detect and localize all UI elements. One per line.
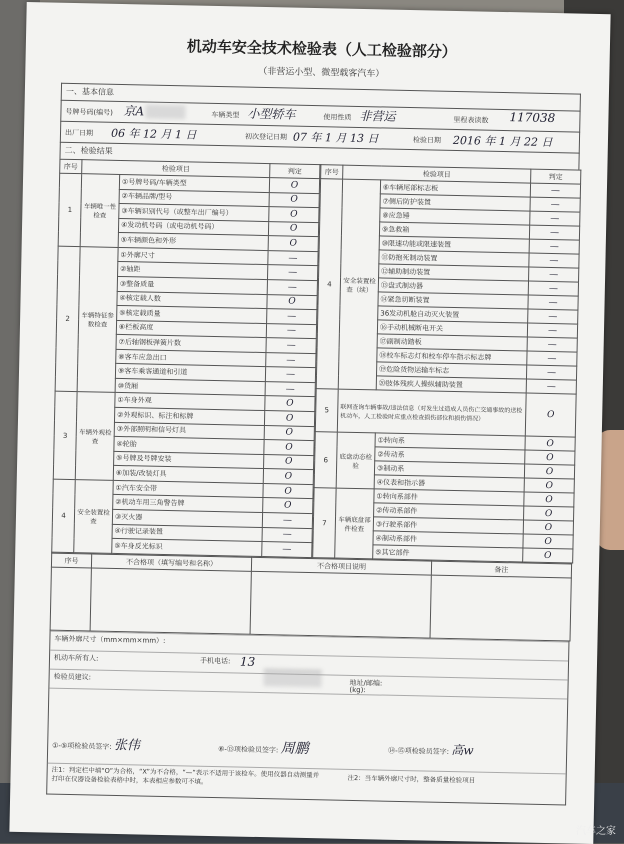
item-label: ④行驶记录装置 [112,524,262,542]
item-label: ⑧应急锤 [380,208,530,225]
item-label: ③车辆识别代号（或整车出厂编号） [119,204,269,222]
group-name: 安全装置检查 [74,479,114,553]
signature-area [48,685,567,774]
item-result: O [523,548,573,563]
sig1-value: 张伟 [113,737,141,754]
item-result: — [265,367,315,383]
item-result: O [525,450,575,465]
col-result-right: 判定 [531,169,581,184]
plate-label: 号牌号码(编号) [65,107,114,117]
item-label: ③制动系 [374,461,524,478]
item-result: — [529,253,579,268]
item-label: ⑩限速功能或限速装置 [379,236,529,253]
owner-label: 机动车所有人: [53,653,99,663]
col-item-right: 检验项目 [343,165,531,183]
item-result: O [268,236,318,252]
results-right [312,164,581,563]
item-result: O [269,207,319,223]
group-no: 4 [316,179,342,389]
redaction [145,104,185,119]
group-no: 4 [52,479,76,553]
item-label: ③行驶系部件 [373,517,523,534]
form-title: 机动车安全技术检验表（人工检验部分） [186,37,457,61]
item-result: O [524,464,574,479]
item-label: ⑤车辆颜色和外形 [118,233,268,251]
sig3-label: ⑭-⑮项检验员签字: [388,746,450,756]
item-result: O [269,192,319,208]
item-label: ②传动系 [375,447,525,464]
item-result: — [262,542,312,558]
item-result: — [267,265,317,281]
item-result: O [267,294,317,310]
reg-label: 初次登记日期 [244,132,288,142]
bottom-block [46,631,569,806]
results-wrapper [51,159,579,564]
item-label: ⑨客车乘客通道和引道 [115,364,265,382]
sig3-value: 高w [451,743,474,758]
item-result: O [525,393,576,437]
item-label: ②机动车用三角警告牌 [113,495,263,513]
sig2 [218,736,309,758]
group-name: 底盘动态检验 [336,432,375,489]
item-result: — [526,379,576,394]
item-result: O [264,440,314,456]
item-result: — [530,183,580,198]
col-no-right: 序号 [321,165,343,179]
item-result: — [527,351,577,366]
item-label: ⑤号牌及号牌安装 [114,451,264,469]
item-result: O [264,425,314,441]
item-label: ①车身外观 [115,393,265,411]
note1: 注1：判定栏中填“O”为合格，“X”为不合格，“—”表示不适用于该检车。使用仪器自动测量并打印在仪器设备检验表格中时，本表相应参数可不填。 [51,765,320,786]
item-label: ⑰副制动踏板 [377,334,527,351]
item-label: ⑧客车应急出口 [116,349,266,367]
item-result: — [266,352,316,368]
item-label: 36发动机舱自动灭火装置 [378,306,528,323]
item-label: ②轴距 [118,262,268,280]
reg-value: 07 年 1 月 13 日 [292,130,379,146]
item-label: ⑥栏板高度 [116,320,266,338]
item-result: — [529,239,579,254]
item-label: ⑩货厢 [115,378,265,396]
item-result: O [523,520,573,535]
item-result: — [529,267,579,282]
item-result: — [526,365,576,380]
item-label: ⑳肢体残疾人操纵辅助装置 [376,376,526,393]
item-result: O [265,396,315,412]
unq-col-item: 不合格项（填写编号和名称） [91,554,251,571]
item-result: O [269,178,319,194]
table-row [315,389,576,437]
weight-label: (kg): [349,685,366,695]
results-left [51,159,320,558]
item-label: ③整备质量 [117,276,267,294]
phone-label: 手机电话: [199,656,231,666]
group-name: 车辆唯一性检查 [80,174,120,248]
sig1-label: ①-⑤项检验员签字: [52,741,112,751]
section-results: 二、检验结果 [59,142,579,170]
item-label: ②传动系部件 [374,503,524,520]
group-name: 联网查询车辆事故/违法信息（对发生过造成人员伤亡交通事故的送检机动车，人工检验时应重点检查损伤部位和损伤情况） [337,389,526,436]
inspect-value: 2016 年 1 月 22 日 [452,133,553,150]
item-label: ①外廓尺寸 [118,247,268,265]
item-result: O [263,498,313,514]
item-label: ①汽车安全带 [113,480,263,498]
item-label: ②外观标识、标注和标牌 [114,407,264,425]
item-label: ④发动机号码（或电动机号码） [118,218,268,236]
item-result: O [263,483,313,499]
item-label: ④核定载人数 [117,291,267,309]
group-no: 6 [314,432,337,488]
item-result: O [523,534,573,549]
col-item: 检验项目 [82,160,270,178]
item-result: — [528,281,578,296]
item-result: O [524,492,574,507]
item-label: ⑤车身反光标识 [112,538,262,556]
item-label: ①号牌号码/车辆类型 [119,174,269,192]
item-result: — [266,323,316,339]
item-result: — [530,211,580,226]
unq-col-desc: 不合格项目说明 [251,557,431,575]
group-name: 安全装置检查（续） [338,179,380,390]
item-label: ①转向系 [375,433,525,450]
item-label: ⑱校车标志灯和校车停车指示标志牌 [377,348,527,365]
form-subtitle: （非营运小型、微型载客汽车） [258,66,385,80]
item-label: ⑫辅助制动装置 [379,264,529,281]
item-result: — [262,527,312,543]
addr-label: 地址/邮编: [349,678,383,688]
item-label: ④制动系部件 [373,531,523,548]
group-no: 7 [313,488,336,558]
item-label: ⑤核定载质量 [117,305,267,323]
group-name: 车辆外观检查 [75,392,115,480]
unq-empty-cell [250,571,431,638]
group-no: 2 [55,246,80,392]
item-label: ⑦后轴钢板弹簧片数 [116,335,266,353]
unqualified-table [50,553,573,642]
item-label: ⑦侧后防护装置 [380,194,530,211]
sig2-value: 周鹏 [280,740,309,758]
item-label: ③灭火器 [112,509,262,527]
item-result: O [264,454,314,470]
item-result: — [266,338,316,354]
item-label: ⑬盘式制动器 [378,278,528,295]
item-result: — [267,309,317,325]
col-result: 判定 [270,164,320,179]
watermark: 汽车之家 [576,826,616,837]
item-label: ⑪防抱死制动装置 [379,250,529,267]
item-label: ⑥车辆尾部标志板 [380,180,530,197]
use-value: 非营运 [359,108,396,124]
item-result: — [528,295,578,310]
plate-value: 京A [123,104,145,119]
item-result: — [527,323,577,338]
item-label: ⑭紧急切断装置 [378,292,528,309]
vehicle-type-value: 小型轿车 [247,106,296,122]
date-label: 出厂日期 [64,128,94,138]
item-result: — [527,337,577,352]
item-label: ④仪表和指示器 [374,475,524,492]
item-label: ③外部照明和信号灯具 [114,422,264,440]
item-label: ⑤其它部件 [373,545,523,562]
mileage-label: 里程表读数 [453,115,489,125]
item-label: ⑨急救箱 [379,222,529,239]
note2: 注2：当车辆外廓尺寸时，整备质量检验项目 [347,773,476,785]
unq-col-no: 序号 [51,553,91,568]
group-name: 车辆特征参数检查 [77,246,118,392]
sig2-label: ⑥-⑬项检验员签字: [218,745,279,755]
inspection-form [9,2,610,844]
col-no: 序号 [60,159,82,173]
sig3 [388,740,474,759]
unq-empty-cell [430,575,571,641]
advice-label: 检验员建议: [53,672,92,682]
item-result: — [265,381,315,397]
sig1 [52,733,140,754]
phone-value: 13 [239,654,256,669]
item-result: O [268,221,318,237]
item-result: O [264,411,314,427]
group-no: 1 [58,173,82,246]
item-result: O [263,469,313,485]
item-result: O [524,506,574,521]
unq-col-note: 备注 [431,561,571,578]
date-value: 06 年 12 月 1 日 [110,126,197,142]
item-label: ⑯手动机械断电开关 [377,320,527,337]
item-label: ⑥加装/改装灯具 [113,466,263,484]
item-result: — [528,309,578,324]
item-label: ②车辆品牌/型号 [119,189,269,207]
unq-empty-cell [50,567,91,631]
section-basic-info: 一、基本信息 [61,83,581,111]
item-result: — [530,197,580,212]
unq-empty-cell [90,568,251,634]
item-label: ⑲危险货物运输车标志 [377,362,527,379]
item-result: O [524,478,574,493]
vehicle-type-label: 车辆类型 [211,110,240,120]
group-no: 5 [315,389,338,432]
item-label: ④轮胎 [114,437,264,455]
item-result: O [525,436,575,451]
item-result: — [262,512,312,528]
item-result: — [268,250,318,266]
item-label: ①转向系部件 [374,489,524,506]
item-result: — [529,225,579,240]
group-no: 3 [53,392,77,480]
group-name: 车辆底盘部件检查 [335,488,374,559]
dims-label: 车辆外廓尺寸（mm×mm×mm）: [54,634,166,646]
inspect-label: 检验日期 [412,136,442,145]
mileage-value: 117038 [509,110,556,126]
use-label: 使用性质 [323,113,352,122]
item-result: — [267,280,317,296]
